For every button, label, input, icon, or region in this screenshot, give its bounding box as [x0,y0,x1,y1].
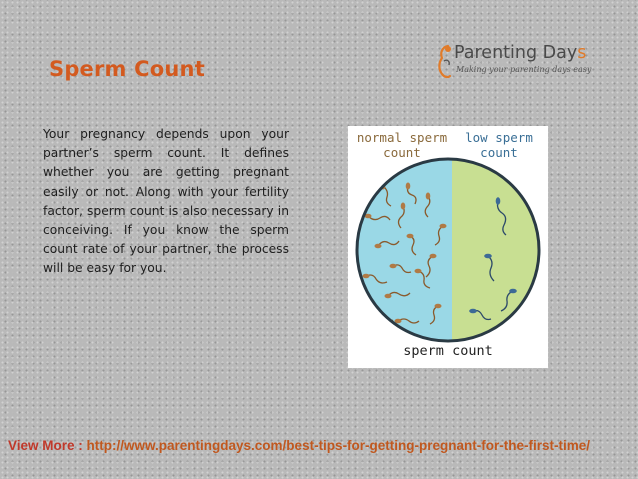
view-more-label: View More : [8,438,83,453]
view-more-footer [8,438,590,453]
sperm-count-illustration [348,126,548,368]
logo-tagline: Making your parenting days easy [456,65,592,74]
brand-logo[interactable] [436,43,596,83]
logo-name-accent: s [577,43,587,63]
logo-name: Parenting Day [454,43,578,63]
normal-sperm-count-label: normal sperm count [356,130,448,160]
low-sperm-count-label: low sperm count [465,130,533,160]
mother-baby-logo-icon [436,43,456,81]
view-more-link[interactable]: http://www.parentingdays.com/best-tips-for-getting-pregnant-for-the-first-time/ [86,438,591,453]
logo-wordmark [454,43,586,63]
slide-body-text: Your pregnancy depends upon your partner’s sperm count. It defines whether you are getting pregnant easily or not. Along with your fertility factor, sperm count is also necessary in conceiving. If you know the sperm count rate of your partner, the process will be easy for you. [43,127,289,276]
slide-title: Sperm Count [49,57,205,81]
sperm-count-circle-diagram [348,126,548,368]
sperm-count-caption: sperm count [403,343,493,359]
